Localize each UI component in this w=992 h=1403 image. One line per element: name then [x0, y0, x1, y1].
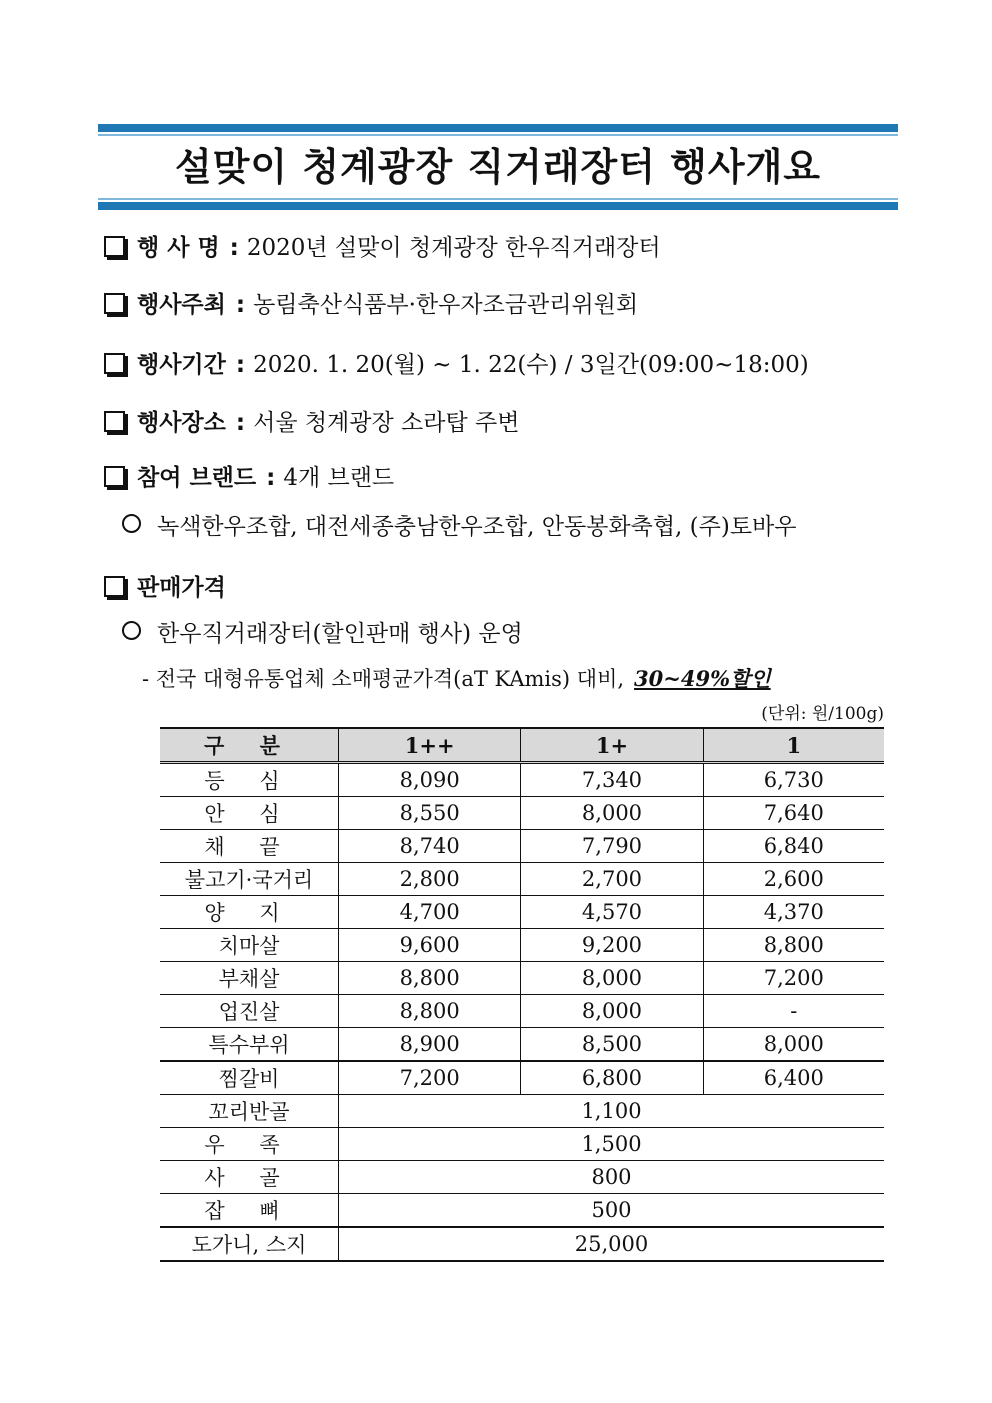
price-cell: 7,790 — [521, 830, 703, 863]
table-row — [160, 1161, 884, 1194]
item-value: 서울 청계광장 소라탑 주변 — [253, 410, 520, 436]
header-cell: 1 — [703, 728, 884, 763]
price-cell: 2,800 — [339, 863, 521, 896]
header-cell: 1+ — [521, 728, 703, 763]
item-value: 4개 브랜드 — [283, 465, 395, 491]
table-row — [160, 763, 884, 797]
price-cell: 7,200 — [339, 1061, 521, 1095]
cut-name: 안 심 — [160, 797, 339, 830]
discount-highlight: 30~49%할인 — [634, 666, 771, 691]
price-cell: 7,640 — [703, 797, 884, 830]
cut-name: 잡 뼈 — [160, 1194, 339, 1228]
item-label: 행사주최 — [137, 292, 226, 318]
header-cell: 구 분 — [160, 728, 339, 763]
cut-name: 치마살 — [160, 929, 339, 962]
checkbox-square-icon — [104, 411, 125, 432]
price-cell: 9,600 — [339, 929, 521, 962]
price-cell: 2,700 — [521, 863, 703, 896]
price-cell: 4,570 — [521, 896, 703, 929]
table-row — [160, 1227, 884, 1261]
cut-name: 우 족 — [160, 1128, 339, 1161]
item-label: 참여 브랜드 — [137, 465, 257, 491]
item-colon: : — [235, 292, 246, 318]
price-cell: 25,000 — [339, 1227, 885, 1261]
price-cell: 7,200 — [703, 962, 884, 995]
price-cell: 8,000 — [703, 1028, 884, 1062]
price-cell: 8,000 — [521, 995, 703, 1028]
item-period — [104, 349, 809, 381]
price-cell: 8,090 — [339, 763, 521, 797]
title-bottom-bar — [98, 202, 898, 210]
price-cell: 8,800 — [339, 995, 521, 1028]
price-cell: 8,000 — [521, 962, 703, 995]
price-cell: 4,370 — [703, 896, 884, 929]
item-value: 농림축산식품부·한우자조금관리위원회 — [253, 292, 639, 318]
circle-bullet-icon — [122, 621, 141, 640]
table-row — [160, 962, 884, 995]
cut-name: 부채살 — [160, 962, 339, 995]
item-event-name — [104, 232, 661, 264]
price-cell: 2,600 — [703, 863, 884, 896]
item-colon: : — [235, 352, 246, 378]
price-cell: 6,800 — [521, 1061, 703, 1095]
price-cell: 6,730 — [703, 763, 884, 797]
sales-sub — [122, 618, 523, 650]
item-colon: : — [229, 235, 239, 261]
sales-detail — [142, 664, 771, 694]
cut-name: 양 지 — [160, 896, 339, 929]
price-cell: - — [703, 995, 884, 1028]
item-brands — [104, 462, 394, 494]
cut-name: 업진살 — [160, 995, 339, 1028]
price-cell: 500 — [339, 1194, 885, 1228]
item-colon: : — [235, 410, 246, 436]
price-cell: 6,840 — [703, 830, 884, 863]
table-row — [160, 1028, 884, 1062]
price-cell: 8,740 — [339, 830, 521, 863]
table-row — [160, 896, 884, 929]
item-value: 2020. 1. 20(월) ~ 1. 22(수) / 3일간(09:00~18:00) — [253, 352, 809, 378]
unit-note: (단위: 원/100g) — [761, 704, 884, 724]
header-cell: 1++ — [339, 728, 521, 763]
cut-name: 불고기·국거리 — [160, 863, 339, 896]
page-title: 설맞이 청계광장 직거래장터 행사개요 — [174, 145, 822, 189]
checkbox-square-icon — [104, 236, 125, 257]
sales-sub-text: 한우직거래장터(할인판매 행사) 운영 — [157, 621, 523, 647]
table-row — [160, 1061, 884, 1095]
price-cell: 8,900 — [339, 1028, 521, 1062]
table-row — [160, 863, 884, 896]
table-row — [160, 995, 884, 1028]
cut-name: 특수부위 — [160, 1028, 339, 1062]
price-cell: 7,340 — [521, 763, 703, 797]
cut-name: 꼬리반골 — [160, 1095, 339, 1128]
item-value: 2020년 설맞이 청계광장 한우직거래장터 — [246, 235, 661, 261]
price-cell: 9,200 — [521, 929, 703, 962]
brands-list — [122, 511, 796, 543]
price-cell: 1,100 — [339, 1095, 885, 1128]
item-sales — [104, 572, 226, 604]
checkbox-square-icon — [104, 353, 125, 374]
cut-name: 찜갈비 — [160, 1061, 339, 1095]
table-row — [160, 1128, 884, 1161]
price-cell: 800 — [339, 1161, 885, 1194]
title-top-bar — [98, 124, 898, 132]
item-venue — [104, 407, 519, 439]
price-table — [160, 727, 884, 1262]
circle-bullet-icon — [122, 514, 141, 533]
cut-name: 등 심 — [160, 763, 339, 797]
checkbox-square-icon — [104, 466, 125, 487]
price-cell: 4,700 — [339, 896, 521, 929]
checkbox-square-icon — [104, 576, 125, 597]
price-cell: 8,800 — [703, 929, 884, 962]
cut-name: 채 끝 — [160, 830, 339, 863]
table-row — [160, 929, 884, 962]
cut-name: 도가니, 스지 — [160, 1227, 339, 1261]
table-header-row — [160, 728, 884, 763]
price-cell: 8,500 — [521, 1028, 703, 1062]
brands-text: 녹색한우조합, 대전세종충남한우조합, 안동봉화축협, (주)토바우 — [157, 514, 797, 540]
table-row — [160, 830, 884, 863]
price-cell: 1,500 — [339, 1128, 885, 1161]
item-label: 판매가격 — [137, 575, 226, 601]
cut-name: 사 골 — [160, 1161, 339, 1194]
title-block — [98, 124, 898, 210]
price-cell: 8,000 — [521, 797, 703, 830]
item-colon: : — [266, 465, 276, 491]
item-organizer — [104, 289, 638, 321]
sales-detail-text: - 전국 대형유통업체 소매평균가격(aT KAmis) 대비, — [142, 667, 625, 691]
title-bottom-thin-bar — [98, 198, 898, 200]
item-label: 행사장소 — [137, 410, 226, 436]
checkbox-square-icon — [104, 293, 125, 314]
table-row — [160, 1095, 884, 1128]
item-label: 행 사 명 — [137, 235, 220, 261]
item-label: 행사기간 — [137, 352, 226, 378]
table-row — [160, 797, 884, 830]
price-cell: 8,800 — [339, 962, 521, 995]
price-cell: 8,550 — [339, 797, 521, 830]
table-row — [160, 1194, 884, 1228]
price-cell: 6,400 — [703, 1061, 884, 1095]
